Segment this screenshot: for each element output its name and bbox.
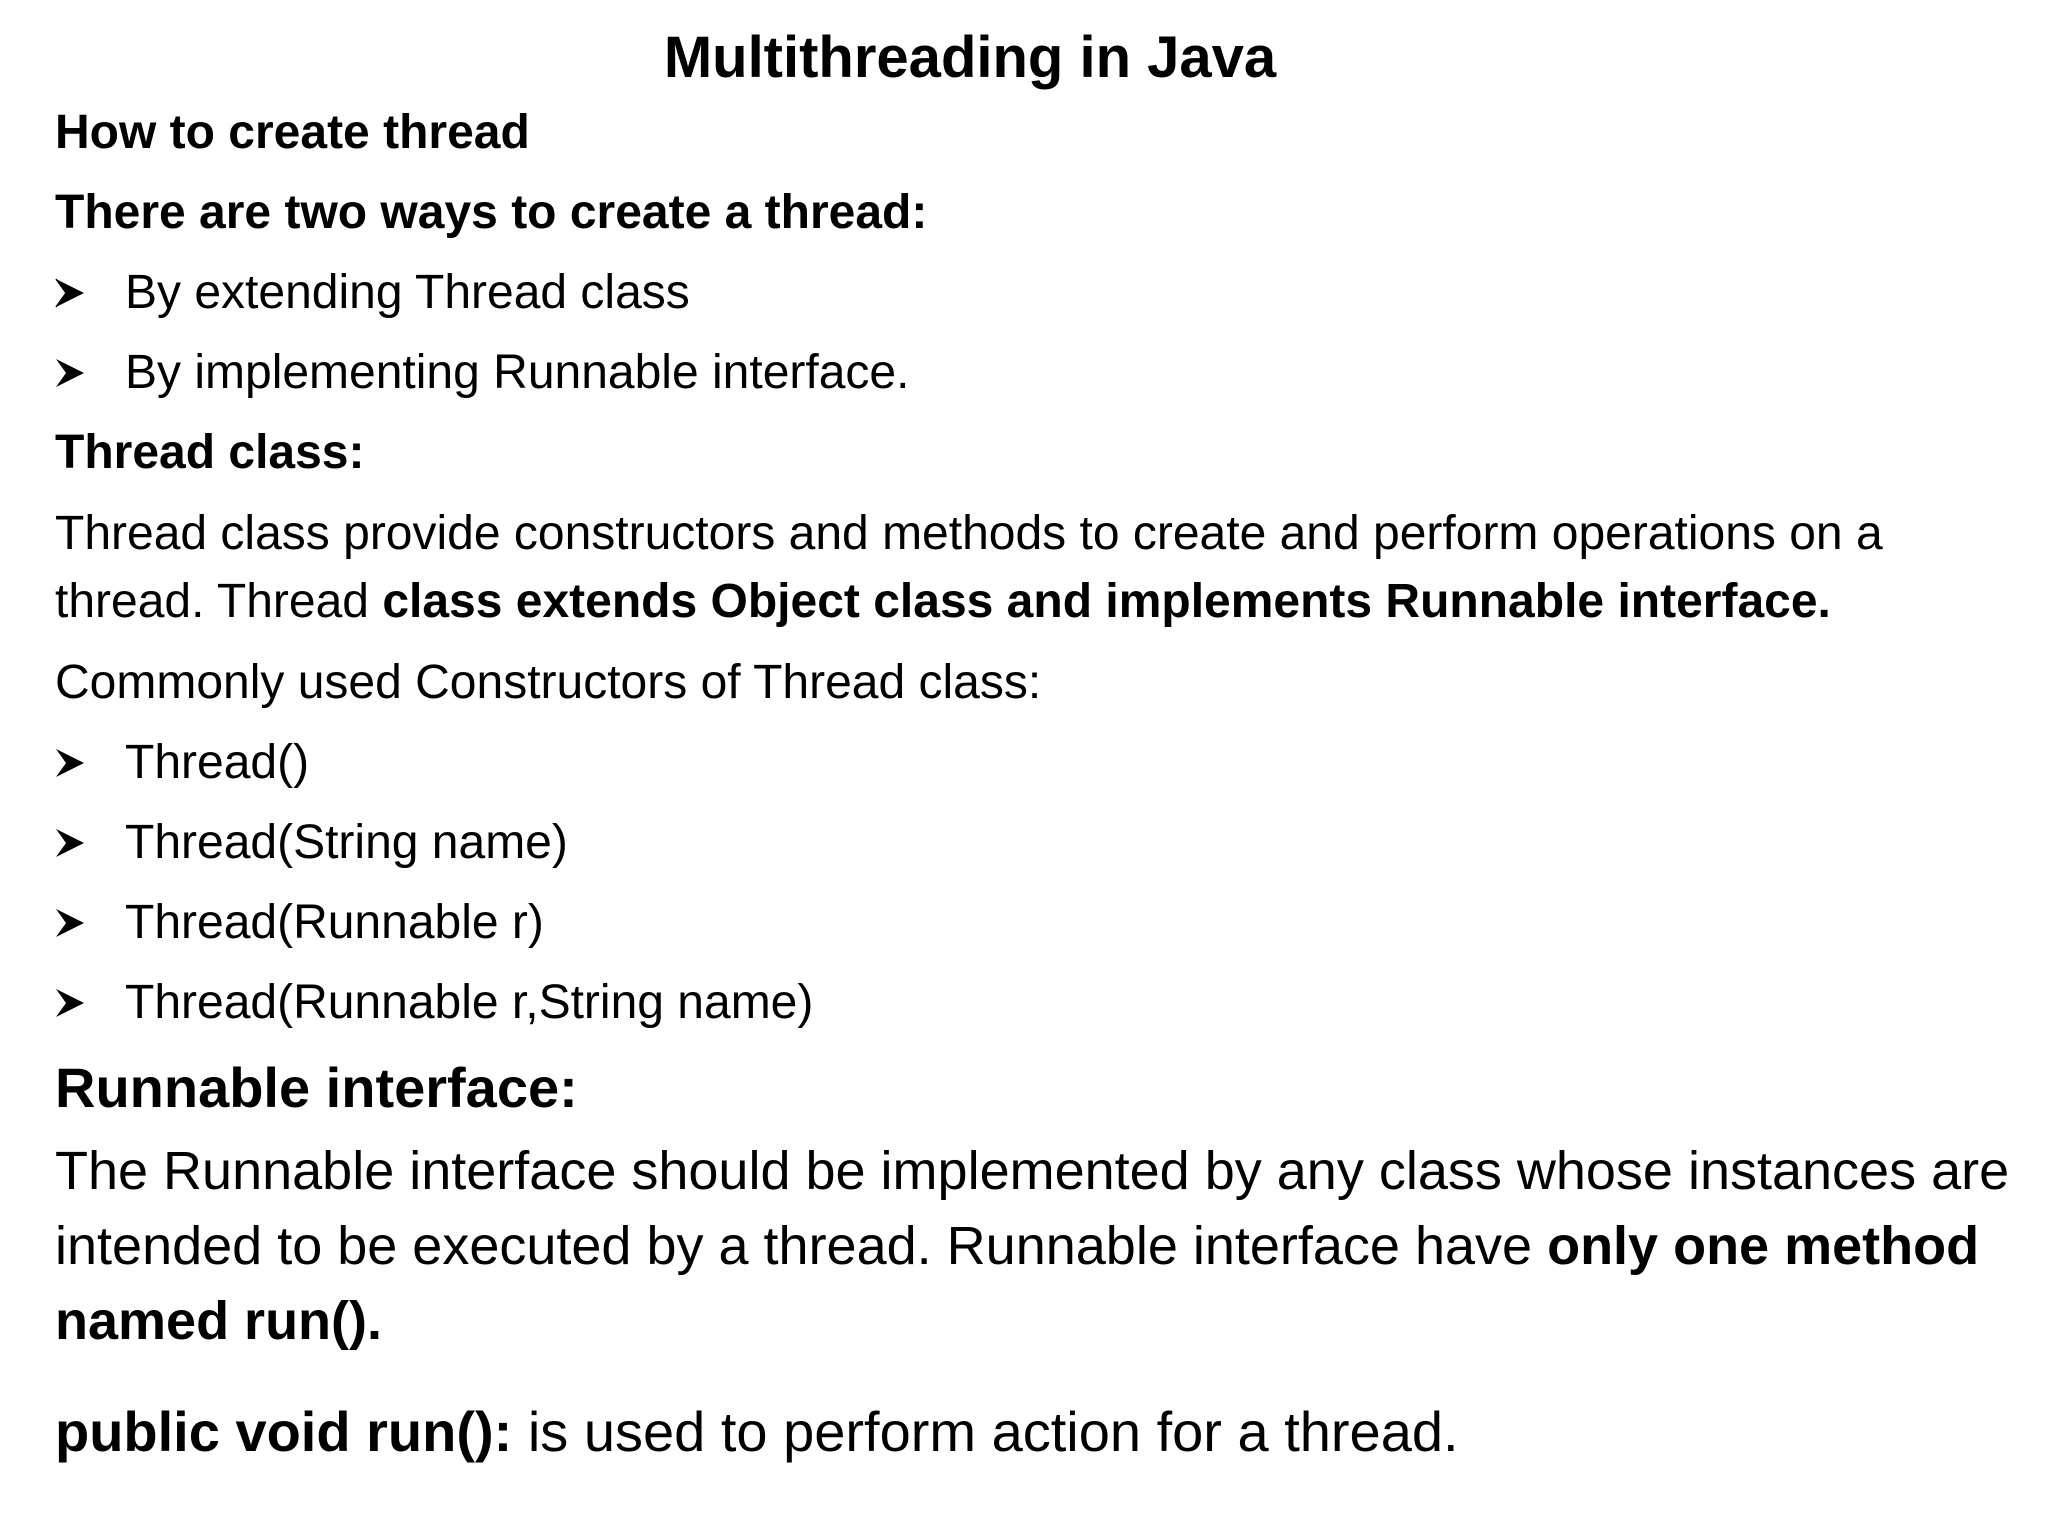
thread-class-description xyxy=(55,500,2035,636)
arrowhead-bullet-icon xyxy=(55,340,125,406)
arrowhead-bullet-icon xyxy=(55,730,125,796)
list-item xyxy=(55,890,2035,956)
list-item-text: Thread(Runnable r) xyxy=(125,896,544,949)
list-item xyxy=(55,970,2035,1036)
section-heading-runnable: Runnable interface: xyxy=(55,1056,578,1119)
run-method-description: is used to perform action for a thread. xyxy=(512,1400,1459,1463)
list-item xyxy=(55,260,2035,326)
thread-class-desc-bold: class extends Object class and implements Runnable interface. xyxy=(382,575,1831,628)
slide-title: Multithreading in Java xyxy=(663,25,1277,90)
list-item xyxy=(55,810,2035,876)
arrowhead-bullet-icon xyxy=(55,970,125,1036)
arrowhead-bullet-icon xyxy=(55,260,125,326)
slide-content xyxy=(55,100,2035,1471)
arrowhead-bullet-icon xyxy=(55,810,125,876)
list-item-text: By implementing Runnable interface. xyxy=(125,346,910,399)
arrowhead-bullet-icon xyxy=(55,890,125,956)
list-item xyxy=(55,340,2035,406)
section-heading-thread-class: Thread class: xyxy=(55,426,365,479)
run-method-signature: public void run(): xyxy=(55,1400,513,1463)
runnable-desc-bold: only one method named run(). xyxy=(55,1216,1980,1351)
list-item-text: Thread() xyxy=(125,736,310,789)
list-item-text: Thread(String name) xyxy=(125,816,568,869)
thread-class-desc-plain: Thread class provide constructors and methods to create and perform operations on a thread. Thread xyxy=(55,507,1883,628)
list-item xyxy=(55,730,2035,796)
list-item-text: Thread(Runnable r,String name) xyxy=(125,976,814,1029)
list-item-text: By extending Thread class xyxy=(125,266,690,319)
constructors-intro: Commonly used Constructors of Thread class: xyxy=(55,656,1042,709)
runnable-desc-plain: The Runnable interface should be implemented by any class whose instances are intended to be executed by a thread. Runnable interface have xyxy=(55,1141,2010,1276)
two-ways-intro: There are two ways to create a thread: xyxy=(55,186,928,239)
run-method-line xyxy=(55,1393,2035,1471)
runnable-description xyxy=(55,1134,2035,1359)
section-heading-how-to-create: How to create thread xyxy=(55,106,530,159)
